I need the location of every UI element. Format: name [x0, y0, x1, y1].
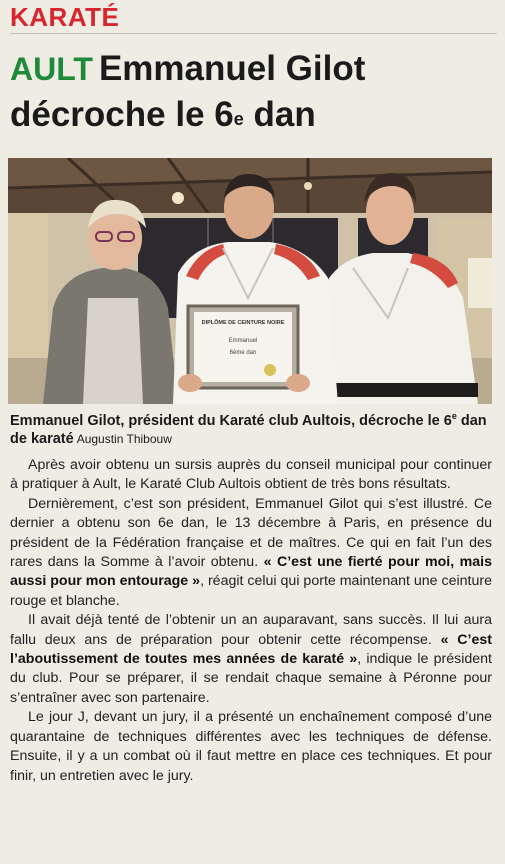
headline-superscript: e	[233, 109, 244, 129]
paragraph-2	[10, 495, 492, 611]
certificate	[188, 306, 298, 388]
article-body	[10, 456, 492, 786]
headline-text-end: dan	[243, 95, 316, 134]
paragraph-1: Après avoir obtenu un sursis auprès du conseil municipal pour continuer à pratiquer à Ault, le Karaté Club Aultois obtient de très bons résultats.	[10, 457, 492, 493]
headline-line-1	[10, 46, 500, 92]
paragraph-2-quote: « C’est une fierté pour moi, mais aussi pour mon entourage »	[10, 554, 492, 590]
certificate-line-2: 6ème dan	[229, 350, 257, 356]
headline-name: Emmanuel Gilot	[98, 49, 366, 88]
certificate-line-1: Emmanuel	[228, 338, 258, 344]
paragraph-3-quote: « C’est l’aboutissement de toutes mes années de karaté »	[10, 631, 492, 668]
photo-credit: Augustin Thibouw	[76, 431, 172, 446]
paragraph-3-text: Il avait déjà tenté de l’obtenir un an auparavant, sans succès. Il lui aura fallu deux ans de préparation pour obtenir cette récompense.	[10, 612, 492, 648]
article-photo	[8, 158, 492, 404]
caption-text-end: dan de karaté	[10, 412, 487, 447]
article-headline	[10, 46, 500, 138]
certificate-title: DIPLÔME DE CEINTURE NOIRE	[201, 320, 285, 326]
rubric-divider	[10, 33, 497, 34]
caption-superscript: e	[451, 411, 457, 421]
paragraph-2-text-end: , réagit celui qui porte maintenant une ceinture rouge et blanche.	[10, 573, 492, 609]
photo-caption	[10, 407, 498, 448]
paragraph-4: Le jour J, devant un jury, il a présenté un enchaînement composé d’une quarantaine de techniques différentes avec les techniques de défense. Ensuite, il y a un combat où il faut mettre en place ces techniques. Et pour finir, un entretien avec le jury.	[10, 709, 492, 784]
paragraph-3	[10, 611, 492, 708]
paragraph-2-text: Dernièrement, c’est son président, Emmanuel Gilot qui s’est illustré. Ce dernier a obtenu son 6e dan, le 13 décembre à Paris, en présence du président de la Fédération française et de maîtres. Ce qui en fait l’un des rares dans la Somme à l’avoir obtenu.	[10, 495, 492, 571]
caption-text: Emmanuel Gilot, président du Karaté club Aultois, décroche le 6	[10, 412, 452, 429]
location-kicker: AULT	[10, 51, 93, 87]
section-rubric: KARATÉ	[10, 2, 120, 32]
headline-text: décroche le 6	[10, 95, 234, 134]
paragraph-3-text-end: , indique le président du club. Pour se préparer, il se rendait chaque semaine à Péronne pour s’entraîner avec son partenaire.	[10, 651, 493, 706]
headline-line-2	[10, 92, 500, 138]
